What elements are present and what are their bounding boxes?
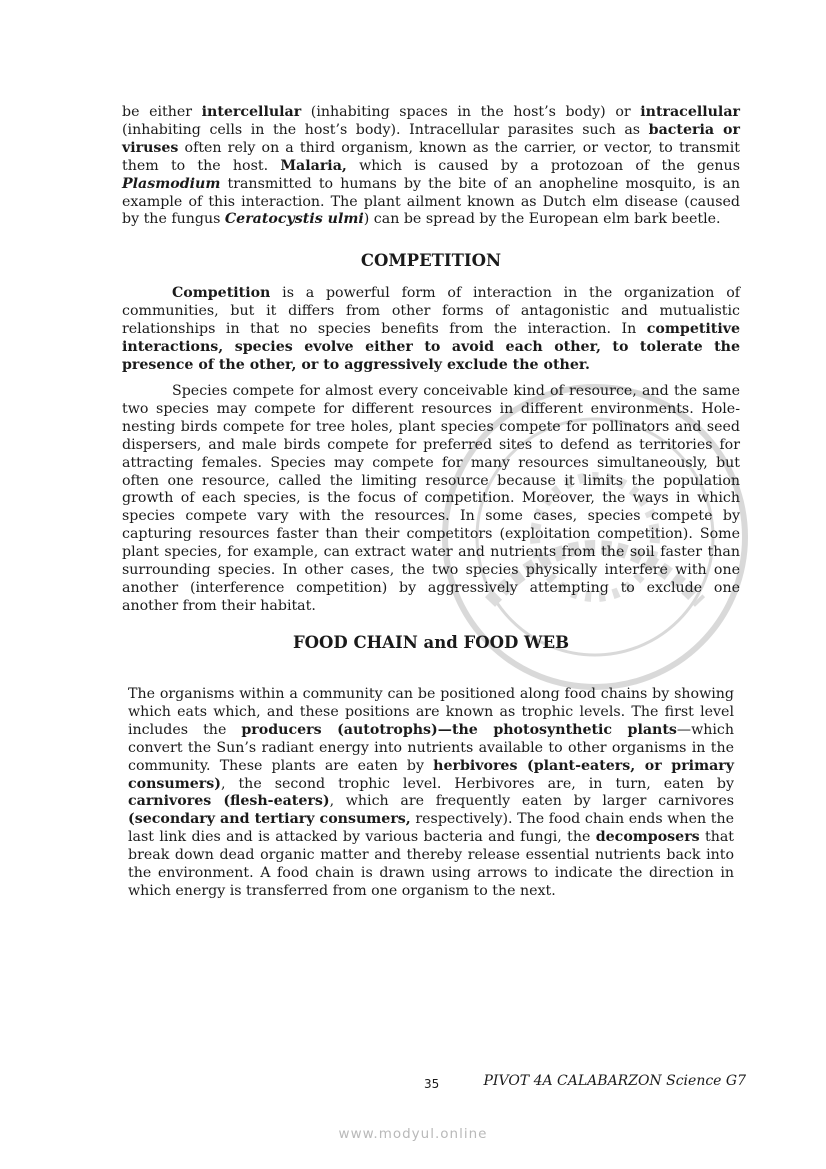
text-run: respectively). The food chain ends when the last link dies and is attacked by various bacteria and fungi, the (128, 811, 734, 846)
text-run: Species compete for almost every conceivable kind of resource, and the same two species may compete for different resources in different environments. Hole-nesting birds compete for tree holes, plant species compete for pollinators and seed dispersers, and male birds compete for preferred sites to defend as territories for attracting females. Species may compete for many resources simultaneously, but often one resource, called the limiting resource because it limits the population growth of each species, is the focus of competition. Moreover, the ways in which species compete vary with the resources. In some cases, species compete by capturing resources faster than their competitors (exploitation competition). Some plant species, for example, can extract water and nutrients from the soil faster than surrounding species. In other cases, the two species physically interfere with one another (interference competition) by aggressively attempting to exclude one another from their habitat. (122, 383, 740, 614)
food-chain-heading: FOOD CHAIN and FOOD WEB (292, 633, 570, 652)
text-run: bacteria or viruses (122, 121, 740, 156)
text-run: often rely on a third organism, known as the carrier, or vector, to transmit them to the host. (122, 139, 740, 174)
text-run: Ceratocystis ulmi (224, 211, 364, 228)
text-run: carnivores (flesh-eaters) (128, 793, 330, 810)
site-watermark: www.modyul.online (338, 1126, 488, 1142)
text-run: ) can be spread by the European elm bark beetle. (363, 211, 721, 228)
text-run: The organisms within a community can be positioned along food chains by showing which eats which, and these positions are known as trophic levels. The first level includes the (128, 686, 734, 738)
parasite-paragraph (122, 104, 740, 229)
text-run: decomposers (595, 829, 700, 846)
text-run: —which convert the Sun’s radiant energy into nutrients available to other organisms in the community. These plants are eaten by (128, 721, 734, 774)
text-run: intracellular (640, 104, 740, 120)
footer-title: PIVOT 4A CALABARZON Science G7 (483, 1073, 746, 1089)
text-run: , which are frequently eaten by larger carnivores (329, 793, 735, 810)
text-run: which is caused by a protozoan of the genus (346, 157, 740, 174)
competition-paragraph (122, 285, 740, 375)
text-run: that break down dead organic matter and thereby release essential nutrients back into the environment. A food chain is drawn using arrows to indicate the direction in which energy is transferred from one organism to the next. (128, 829, 734, 899)
text-run: intercellular (201, 104, 302, 120)
page-number: 35 (424, 1077, 440, 1091)
competition-heading: COMPETITION (360, 251, 502, 270)
text-run: (secondary and tertiary consumers, (128, 811, 411, 828)
text-run: Plasmodium (122, 175, 221, 192)
food-chain-paragraph (128, 686, 734, 901)
text-run: producers (autotrophs)—the photosynthetic plants (241, 721, 677, 738)
text-run: herbivores (plant-eaters, or primary consumers) (128, 757, 734, 792)
text-run: Malaria, (280, 157, 347, 174)
text-run: be either (122, 104, 202, 120)
text-run: transmitted to humans by the bite of an anopheline mosquito, is an example of this interaction. The plant ailment known as Dutch elm disease (caused by the fungus (122, 175, 740, 228)
text-run: Competition (172, 285, 271, 301)
text-run: is a powerful form of interaction in the organization of communities, but it differs from other forms of antagonistic and mutualistic relationships in that no species benefits from the interaction. In (122, 285, 740, 337)
text-run: (inhabiting cells in the host’s body). Intracellular parasites such as (122, 121, 649, 138)
text-run: , the second trophic level. Herbivores are, in turn, eaten by (220, 775, 734, 792)
text-run: (inhabiting spaces in the host’s body) or (301, 104, 641, 120)
text-run: competitive interactions, species evolve either to avoid each other, to tolerate the presence of the other, or to aggressively exclude the other. (122, 320, 740, 373)
resources-paragraph (122, 383, 740, 616)
